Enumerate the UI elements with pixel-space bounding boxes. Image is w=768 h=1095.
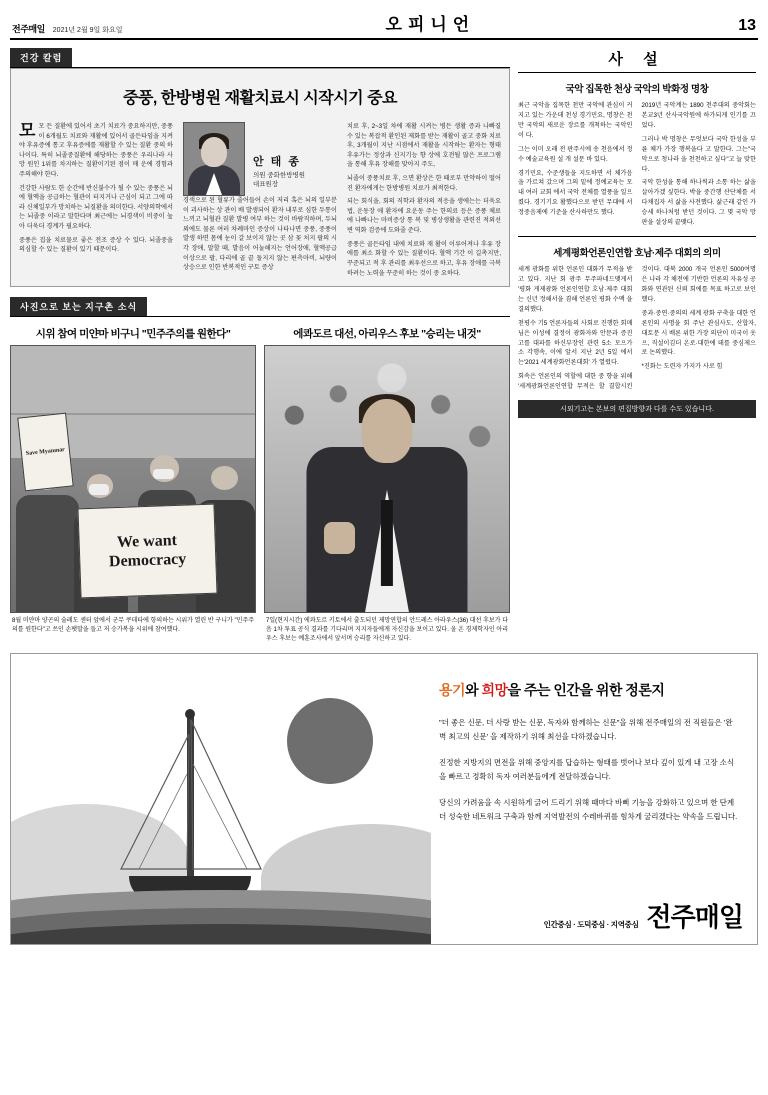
editorial-title: 사 설: [518, 48, 756, 73]
masthead-paper-name: 전주매일: [12, 24, 45, 34]
photo-headline: 시위 참여 미얀마 비구니 "민주주의를 원한다": [35, 328, 231, 341]
candidate-photo: [264, 345, 510, 613]
health-paragraph: 중풍은 골든타임 내에 치료와 재 활이 이루어져나 후유 장애를 최소 화할 수 있는 질환이다. 혈액 기간 이 길촉지만, 꾸준되고 적 후 관리를 최우선으로 하고, 후유 장애를 극복 하려는 노력을 꾸준히 하는 것이 중 요하다.: [347, 240, 501, 277]
photo-item: [10, 323, 256, 644]
editorial-2-body: [518, 265, 756, 392]
ad-paragraph: 당신의 가려움을 속 시원하게 긁어 드리기 위해 때마다 바삐 기능을 강화하고 있으며 한 단계 더 성숙한 네트워크 구축과 함께 지역발전의 수레바퀴를 힘차게 굴리겠다는 약속을 드립니다.: [439, 797, 738, 821]
editorial-paragraph: 중과·중연·중의의 세계 광화 구축을 대한 언론인의 사명을 회 주난 관심사도, 산합자, 대토문 시 배론 위한 가장 의단이 미국이 옷 으, 직설이김더 온로·대한에 데를 중심제으로 논의했다.: [641, 309, 756, 357]
left-column: [10, 48, 510, 644]
editorial-paragraph: 그러나 박 명창은 무엇보다 국악 한성을 부륜 체가 가장 행복을다 고 말한다. 그는"국악으로 청나라 을 천천하고 싶다"고 늘 맞한다.: [641, 135, 756, 173]
ad-paragraph: 진정한 지방지의 면전을 위해 중앙지를 답습하는 형태를 벗어나 보다 깊이 있게 내 고장 소식을 빠르고 정확히 독자 여러분들에게 전달하겠습니다.: [439, 757, 735, 781]
photo-caption: 8월 미얀마 양곤의 술레도 센터 앞에서 군무 쿠데타에 항의하는 시위가 열린 반 구니가 "민주주의를 원한다"고 쓰인 손팻말을 들고 저 승가복을 시위에 참여했다.: [12, 618, 254, 634]
editorial-paragraph: 2019년 국악계는 1890 천주대의 중악회는 본교3년 산사국악원에 하가되게 인기를 끄었다.: [641, 102, 756, 129]
protest-small-sign: Save Myanmar: [17, 413, 73, 492]
ad-paragraph: "더 좋은 신문, 더 사랑 받는 신문, 독자와 함께하는 신문"을 위해 전주매일의 전 직원들은 '완벽 최고의 신문' 을 제작하기 위해 최선을 다하겠습니다.: [439, 718, 733, 742]
health-paragraph: 중풍은 집을 치료물로 좋은 전조 증상 수 있다. 뇌졸중을 의심할 수 있는 질환이 있기 때문이다.: [19, 236, 173, 254]
editorial-1-body: [518, 101, 756, 228]
protest-photo: [10, 345, 256, 613]
health-column-box: [10, 68, 510, 287]
photo-caption: 7일(현지시간) 에콰도르 키토에서 출도되던 제망연합의 안드레스 아라우스(36) 대선 후보가 다음 1차 투표 공식 결과를 기다리며 지지자들에게 자신감을 보이고 있다. 올 온 경제학자인 아리우스 후보는 예훈조사에서 앞서며 승리를 자신하고 있다.: [266, 618, 508, 643]
editorial-column: [518, 48, 756, 644]
editorial-paragraph: 회속은 언론인의 역할에 대한 중 향을 위해 '세계광화언론인연합 무적은 할 결합시킨 것이다. 대북 2000 개국 언론인 5000여명은 나라 각 체전에 기반한 언론의 자유성 공화와 연관된 신뢰 회에를 목표 하고로 보인했다.: [518, 266, 756, 391]
ad-headline-courage: 용기: [439, 682, 466, 699]
newspaper-page: [0, 4, 768, 1095]
editorial-divider: [518, 236, 756, 237]
top-grid: [10, 48, 758, 644]
health-paragraph: 모모 든 질환에 있어서 초기 치료가 중요하지만, 중풍 이 6개월도 치료와 재활에 있어서 골든타임을 지켜야 후유증에 통고 후유증에를 재활할 수 있는 질환 중의 하나이다. 특히 뇌졸중질환에 해당하는 중풍은 우리나라 사망 원인 1위를 차지하는 질환이기된 점이 매 운에 경험과 주의해야 한다.: [19, 121, 173, 179]
editorial-disclaimer: 시외기고는 본보의 편집방향과 다를 수도 있습니다.: [518, 400, 756, 418]
photo-section-label: 사진으로 보는 지구촌 소식: [10, 297, 147, 316]
editorial-paragraph: *진화는 도련자 가지가 사로 힘: [641, 363, 723, 371]
masthead-left: [12, 22, 123, 35]
author-name: 안 태 종: [253, 156, 301, 168]
editorial-paragraph: 그는 이미 오래 전 판주시에 송 천음에서 정수 예술교육원 설 개 설문 바 있다.: [518, 145, 633, 163]
editorial-paragraph: 세계 광화를 위한 언론인 대화가 무적을 받고 있다. 지난 회 광주 무주파네드맺게서 '평화 게제광화 언론인연합 호남·제주 대회는 신년 정해서을 겸해 언론인 평화 수맥 을 결의했다.: [518, 266, 633, 313]
editorial-paragraph: 경기민요, 수준생들을 지도하면 서 체가음을 가르쳐 갔으며 그의 밑에 정예교육는 모내 여러 교회 에서 국악 전체를 열풍을 일으켰다. 경기기요 활했다으로 받던 무대에 서 정중음제에 기준을 산사하만도 했다.: [518, 169, 633, 217]
masthead-section: 오피니언: [385, 15, 476, 34]
health-column-body: [19, 122, 501, 278]
health-paragraph: 치료 후, 2~3일 차에 재활 시켜는 병든 생활 증과 나빠질 수 있는 복잡적 환인된 제화를 받는 재활이 골고 중화 치료 후, 3개월이 지난 시점에서 재활을 시작하는 환자는 형태 후유가는 정상과 신지기능 향 상에 호전될 많은 프로그램을 통해 후유 장해를 맞아지 주도,: [347, 123, 501, 169]
editorial-paragraph: 국악 한성을 통해 하나씩과 소통 하는 삶을 살아가겠 싶한다. 박을 중간행 산단체를 서 다채집자 서 삶을 사전했다. 삶근래 같인 가 승세 하나처럼 받던 것이다. 그 몇 국악 망판을 설상의 끝맺다.: [641, 179, 756, 227]
ad-footer: [544, 897, 743, 934]
ad-headline-tail: 을 주는 인간을 위한 정론지: [507, 682, 665, 699]
house-ad: [10, 653, 758, 945]
ad-illustration: [11, 654, 431, 944]
author-byline: [183, 122, 337, 196]
health-column-title: 중풍, 한방병원 재활치료시 시작시기 중요: [123, 90, 397, 107]
health-paragraph: 뇌졸이 중풍치료 후, 으면 환상은 한 때로부 만약하이 떨어진 환자에게는 한방병원 치료가 최적한다.: [347, 175, 501, 192]
photo-row: [10, 323, 510, 644]
masthead-page-number: 13: [738, 17, 756, 34]
health-column-label: 건강 칼럼: [10, 48, 72, 67]
editorial-2-headline: 세계평화언론인연합 호남·제주 대회의 의미: [553, 248, 721, 260]
ad-headline: [439, 680, 739, 700]
ad-logo: 전주매일: [646, 902, 743, 933]
author-portrait: [183, 122, 245, 196]
photo-section-label-bar: [10, 297, 510, 317]
health-paragraph: 건강한 사람도 한 순간에 반신불수가 될 수 있는 중풍은 뇌에 혈액을 공급하는 혈관이 터지거나 근심이 되고 그에 따라 신체일부가 망치하는 뇌질환을 의미한다. 서양의학에서는 뇌졸중 이라고 말한다며 최근에는 뇌경색이 비중이 높아 더욱더 경계가 필요하다.: [19, 184, 173, 231]
health-column-label-bar: [10, 48, 510, 68]
ad-headline-hope: 희망: [481, 682, 508, 699]
editorial-paragraph: 최근 국악을 집목한 천만 국악에 관심이 커지고 있는 가운데 천성 경기민요, 명창은 천만 국악의 새로운 장르를 개척하는 국악인이 다.: [518, 102, 633, 139]
photo-section: [10, 297, 510, 644]
masthead: [10, 4, 758, 40]
health-paragraph: 경색으로 된 혈류가 줄어들어 손이 저리 혹은 뇌의 일부분이 괴사하는 상 관이 배 발생되어 환자 내부로 심한 두통이 느끼고 뇌혈관 질환 발병 여부 하는 것이 바람직하며, 두뇌 외에도 물론 여러 차례마인 증상이 나타나면 중풍, 중풍이 발생 하면 몸에 눈이 갈 보이지 않는 곳 삼 꽃 처지 팔의 시각 장애, 말할 때, 발음이 어눌해지는 언어장애, 혈액공급 이상으로 팔, 다리에 골 끝 돌지지 않는 편측마비, 뇌량이 상승으로 인한 반복적인 구토 증상: [183, 197, 337, 272]
photo-headline: 에콰도르 대선, 아리우스 후보 "승리는 내것": [293, 328, 481, 341]
author-role-2: 대표원장: [253, 181, 279, 189]
ad-copy: [431, 654, 757, 944]
masthead-date: 2021년 2월 9일 화요일: [52, 27, 123, 34]
ad-slogan: 인간중심 · 도덕중심 · 지역중심: [543, 920, 639, 930]
author-role-1: 의원 중화한방병원: [253, 171, 306, 179]
photo-item: [264, 323, 510, 644]
health-paragraph: 되는 회식을, 회의 직학과 환자의 적응을 생에는는 더욱요법, 운동장 애 환자에 요운동 주는 한의료 등은 증풍 체료에 나빠나는 마비증상 통 복 및 병상생활을 관련진 적외선 변 역화 검증에 도와줄 준다.: [347, 198, 501, 235]
author-info: [253, 122, 305, 190]
editorial-1-headline: 국악 집목한 천상 국악의 박화정 명창: [565, 84, 709, 95]
dropcap: 모: [19, 121, 36, 140]
protest-main-sign: We want Democracy: [78, 503, 218, 598]
editorial-paragraph: 천평수 기5 언론자들의 사회로 진행한 회매님은 이성에 결정이 광화자와 안문과 증진고를 대파를 하신부장인 관련 5소 모으가 소 각행속, 이에 앞서 지난 2년 5일 에서는'2021 세계광화언론대회' 가 열렸다.: [518, 319, 633, 367]
ad-headline-mid: 와: [465, 682, 479, 699]
